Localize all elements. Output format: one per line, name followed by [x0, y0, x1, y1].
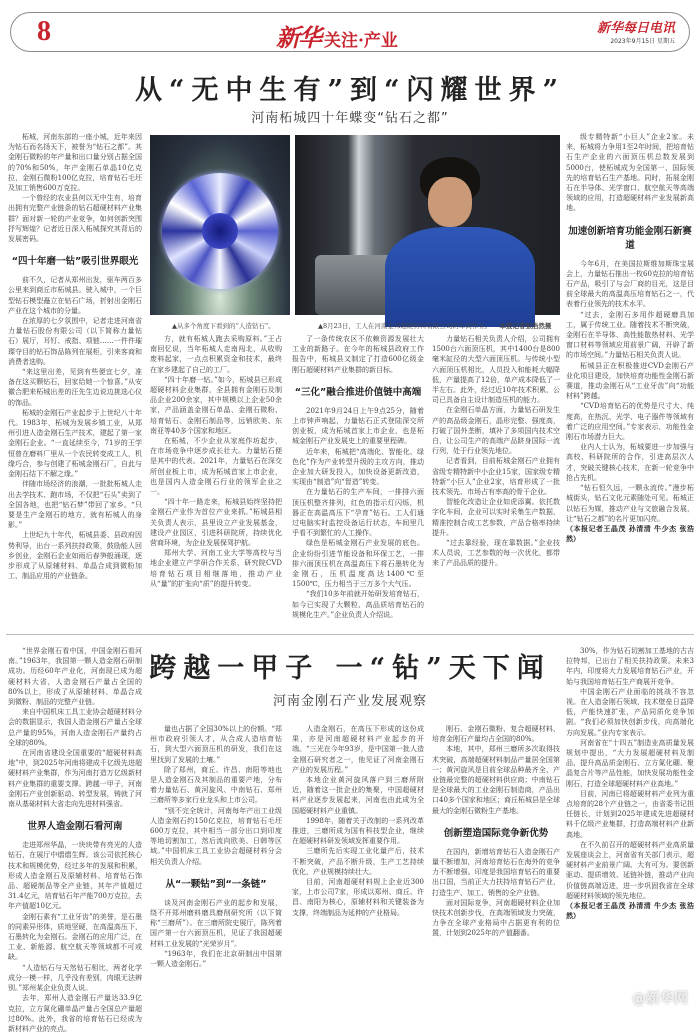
watermark: @新华网: [632, 991, 688, 1007]
paragraph: 除了郑州，商丘、许昌、南阳等地也是人造金刚石及其制品的重要产地，分布着力量钻石、黄河旋风、中南钻石、郑州三磨所等多家行业龙头和上市公司。: [150, 765, 282, 805]
paragraph: 来自中国机床工具工业协会超硬材料分会的数据显示，我国人造金刚石产量占全球总产量的95%，河南人造金刚石产量约占全球的80%。: [8, 708, 142, 747]
paragraph: 方，就有柘城人跑去采购原料。”王占南回忆说，当年柘城人走南闯北，从收购废料起家，一点点积累资金和技术，最终在家乡建起了自己的工厂。: [150, 335, 282, 374]
newspaper-brand: [597, 17, 675, 45]
paragraph: 刚石、金刚石微粉、复合超硬材料、培育金刚石产量均占全国的80%。: [432, 725, 560, 744]
paragraph: 1998年，随着关于改制的一系列改革推进，三磨所成为国有科技型企业，继续在超硬材料研发领域发挥重要作用。: [292, 816, 424, 846]
section-title: [276, 18, 398, 53]
paragraph: “四十年一路走来，柘城县始终坚持把金刚石产业作为首位产业来抓。”柘城县相关负责人表示，县里设立产业发展基金，建设产业园区，引进科研院所，持续优化营商环境，为企业发展保驾护航。: [150, 498, 282, 548]
article2-column-3: [292, 724, 424, 1008]
paragraph: “世界金刚石看中国，中国金刚石看河南。”1963年，我国第一颗人造金刚石研制成功。历经60年产业化，河南现已成为超硬材料大省，人造金刚石产量占全国的80%以上，形成了从原辅材料、单晶合成到微粉、制品的完整产业链。: [8, 647, 142, 707]
paragraph: 人造金刚石，在高压下形成的这份成果，亦是河南超硬材料产业起步的开端。“三光在今年93岁，是中国第一批人造金刚石研究者之一，他见证了河南金刚石产业的发展历程。”: [292, 725, 424, 774]
paragraph: 柘城县正在积极推进CVD金刚石产业化项目建设，加快培育功能性金刚石新赛道，推动金刚石从“工业牙齿”向“功能材料”跨越。: [566, 361, 694, 401]
subheading: 加速创新培育功能金刚石新赛道: [568, 225, 692, 251]
subheading: “四十年磨一钻”吸引世界眼光: [11, 256, 139, 268]
paragraph: 在力量钻石的生产车间，一排排六面顶压机整齐排列，红色的指示灯闪烁，机器正在高温高压下“孕育”钻石。工人们通过电脑实时监控设备运行状态，车间里几乎看不到繁忙的人工操作。: [292, 488, 424, 538]
paragraph: 金刚石素有“工业牙齿”的美誉，是石墨的同素异形体，质地坚硬，在高温高压下，石墨转化为金刚石。金刚石的应用广泛，在工业、新能源、航空航天等领域都不可或缺。: [8, 912, 142, 962]
paragraph: 30%，作为钻石切割加工基地的古吉拉特邦，已出台了相关扶持政策。未来3年内，印度将大力发展培育钻石产业，开始与我国培育钻石生产商展开竞争。: [566, 647, 694, 686]
paragraph: 上世纪九十年代，柘城县委、县政府因势利导，出台一系列扶持政策，鼓励能人回乡创业，金刚石企业如雨后春笋般涌现，逐步形成了从原辅材料、单晶合成到微粉加工、制品应用的产业链条。: [8, 531, 142, 581]
paragraph: 量也占据了全国30%以上的份额。“郑州市政府引领人才，从合成人造培育钻石，到大型六面顶压机的研发，我们在这里找到了发展的土壤。”: [150, 725, 282, 764]
page-number: 8: [37, 16, 51, 47]
article1-subtitle: 河南柘城四十年蝶变“钻石之都”: [251, 111, 449, 126]
article2-headline: 跨越一甲子 一“钻”天下闻: [149, 653, 551, 684]
paragraph: 在浓厚的七夕氛围中，记者走进河南省力量钻石股份有限公司（以下简称力量钻石）展厅，耳钉、戒指、项链……一件件璀璨夺目的钻石饰品陈列在展柜，引来客商和消费者选购。: [8, 317, 142, 366]
paragraph: 智能化改造让企业如虎添翼。依托数字化车间，企业可以实时采集生产数据，精准控制合成工艺参数，产品合格率持续提升。: [432, 498, 560, 537]
article1-column-5: [566, 132, 694, 622]
photo-credit: 本报记者张浩然摄: [499, 322, 552, 330]
paragraph: 三磨所先后实现工业化量产后，技术不断突破，产品不断升级，生产工艺持续优化，产业规模持续壮大。: [292, 847, 424, 876]
photo2-caption: ▲8月23日，工人在河南金邦超硬材料有限公司的车间作业。: [318, 322, 492, 330]
worker-face-image: [428, 177, 472, 227]
paragraph: “1963年，我们在北京研制出中国第一颗人造金刚石。”: [150, 949, 282, 969]
brand-name: 新华每日电讯: [596, 21, 675, 36]
paragraph: 本地企业黄河旋风落户到三磨所附近，随着这一批企业的集聚，中国超硬材料产业逐步发展起来，河南也由此成为全国超硬材料产业重镇。: [292, 776, 424, 815]
byline: （本报记者王晶茂 孙清清 牛少杰 张浩然）: [566, 901, 694, 921]
paragraph: “CVD培育钻石的优势是尺寸大、纯度高，在热沉、光学、电子器件等领域有着广泛的应用空间。”专家表示，功能性金刚石市场潜力巨大。: [566, 402, 694, 442]
paragraph: 了一条传统农区不依赖资源发展壮大工业的新路子。在今年的柘城县政府工作报告中，柘城县又制定了打造600亿级金刚石超硬材料产业集群的新目标。: [292, 335, 424, 374]
diamond-photo: [150, 135, 290, 315]
paragraph: 一个曾经的农业县何以无中生有，培育出拥有完整产业链条的钻石超硬材料产业集群？面对新一轮的产业竞争，如何创新突围抒写辉煌？记者近日深入柘城探究其背后的发展密码。: [8, 194, 142, 244]
paragraph: 在河南省建设全国重要的“超硬材料高地”中，到2025年河南将建成千亿级先进超硬材料产业集群，作为河南打造万亿级新材料产业集群的重要支撑。跨越一甲子，河南金刚石产业创新驱动、转型发展，铸就了河南从基础材料大省走向先进材料强省。: [8, 749, 142, 809]
paragraph: 在国内，新增培育钻石人造金刚石产量不断增加，河南培育钻石在海外的竞争力不断增强。印度是我国培育钻石的重要出口国，当前正大力扶持培育钻石产业，打造生产、加工、销售的全产业链。: [432, 847, 560, 897]
article1-column-2: [150, 334, 282, 622]
paragraph: 在金刚石单晶方面，力量钻石研发生产的高品级金刚石，晶形完整、强度高，打破了国外垄断，填补了多项国内技术空白，让公司生产的高端产品跻身国际一流行列，处于行业领先地位。: [432, 406, 560, 456]
article2-column-2: [150, 724, 282, 1008]
paragraph: 柘城，河南东部的一座小城，近年来因为钻石而名扬天下，被誉为“钻石之都”。其金刚石微粉的年产量和出口量分别占据全国的70%和50%，年产金刚石单晶10亿克拉，金刚石微粉100亿克拉，培育钻石毛坯及加工销售600万克拉。: [8, 133, 142, 193]
subheading: “三化”融合推进价值链中高端: [294, 386, 422, 398]
photo1-caption: ▲从多个角度下看到的“人造钻石”。: [172, 322, 275, 330]
article2-column-4: [432, 724, 560, 1008]
paragraph: “来这里出差，见到有些便宜七夕，准备在这买颗钻石，回家给她一个惊喜。”从安徽合肥来柘城出差的汪先生边说边挑选心仪的饰品。: [8, 368, 142, 407]
paragraph: 2021年9月24日上午9点25分，随着上市钟声响起，力量钻石正式登陆深交所创业板，成为柘城首家上市企业，也是柘城金刚石产业发展史上的重要里程碑。: [292, 406, 424, 446]
paragraph: 力量钻石相关负责人介绍，公司拥有1500台六面顶压机，其中1400台是800毫米缸径的大型六面顶压机。与传统小型六面顶压机相比，人员投入和能耗大幅降低，产量提高了12倍，单产成本降低了一半左右。此外，经过近10年技术积累，公司已具备自主设计制造压机的能力。: [432, 335, 560, 405]
byline: （本报记者王晶茂 孙清清 牛少杰 张浩然）: [566, 523, 694, 544]
paragraph: 郑州大学、河南工业大学等高校与当地企业建立产学研合作关系，研究院CVD培育钻石项目相继落地，推动产业从“量”的扩张向“质”的提升转变。: [150, 549, 282, 588]
paragraph: 在柘城，不少企业从家庭作坊起步，在市场竞争中逐步成长壮大。力量钻石便是其中的代表。2021年，力量钻石在深交所创业板上市，成为柘城首家上市企业，也是国内人造金刚石行业的领军企业之一。: [150, 437, 282, 497]
diamond-image: [162, 173, 278, 289]
paragraph: 业内人士认为，柘城要进一步加强与高校、科研院所的合作，引进高层次人才，突破关键核心技术，在新一轮竞争中抢占先机。: [566, 443, 694, 482]
paragraph: “钻石恒久远，一颗永流传。”漫步柘城街头，钻石文化元素随处可见。柘城正以钻石为媒，推动产业与文旅融合发展，让“钻石之都”的名片更加闪亮。: [566, 484, 694, 523]
section-name: 关注·产业: [324, 31, 398, 51]
worker-body-image: [385, 227, 535, 327]
subheading: 世界人造金刚石看河南: [27, 821, 123, 833]
paragraph: 走进郑州华晶，一块块带有亮光的人造钻石，在展厅中熠熠生辉。该公司依托核心技术和规模优势，经过多年的发展和积累，形成人造金刚石及原辅材料、培育钻石饰品、超硬制品等全产业链，其年产值超过31.4亿元，培育钻石年产能700万克拉，去年产值超10亿元。: [8, 841, 142, 911]
paragraph: “我们10多年前就开始研发培育钻石，如今已实现了大颗粒、高品质培育钻石的规模化生产。”企业负责人介绍说。: [292, 590, 424, 619]
article2-column-5: [566, 646, 694, 1008]
paragraph: 今年6月，在美国拉斯维加斯珠宝展会上，力量钻石推出一枚60克拉的培育钻石产品，吸引了与会厂商的目光，这是目前全球最大的高温高压培育钻石之一，代表着行业领先的技术水平。: [566, 259, 694, 309]
paragraph: 去年，郑州人造金刚石产量达33.9亿克拉，立方氮化硼单晶产量占全国总产量超过80%。此外，我省的培育钻石已经成为新材料产业的亮点。: [8, 994, 142, 1033]
paragraph: “人造钻石与天然钻石相比，两者化学成分一模一样，几乎没有差别，肉眼无法辨别。”郑州某企业负责人说。: [8, 963, 142, 993]
paragraph: “四十年磨一钻。”如今，柘城县已形成超硬材料企业集群，全县拥有金刚石及制品企业200余家，其中规模以上企业50余家，产品涵盖金刚石单晶、金刚石微粉、培育钻石、金刚石制品等，远销欧美、东南亚等40多个国家和地区。: [150, 375, 282, 435]
article2-column-1: [8, 646, 142, 1033]
article1-column-4: [432, 334, 560, 622]
paragraph: 级专精特新“小巨人”企业2家。未来，柘城将力争用1至2年时间，把培育钻石生产企业的六面顶压机总数发展到5000台，使柘城成为全国第一、国际领先的培育钻石生产基地。同时，拓展金刚石在半导体、光学窗口、航空航天等高端领域的应用，打造超硬材料产业发展新高地。: [566, 133, 694, 213]
article1-column-3: [292, 334, 424, 622]
article1-headline: 从“无中生有”到“闪耀世界”: [134, 75, 566, 106]
paragraph: 伴随市场经济的浪潮，一批批柘城人走出去学技术、跑市场，不仅把“石头”卖到了全国各地，也把“钻石梦”带回了家乡。“只要是生产金刚石的地方，就有柘城人的身影。”: [8, 480, 142, 530]
paragraph: 记者看到，目前柘城金刚石产业拥有省级专精特新中小企业15家，国家级专精特新“小巨人”企业2家，培育形成了一批技术领先、市场占有率高的骨干企业。: [432, 457, 560, 497]
paragraph: 绿色是柘城金刚石产业发展的底色。企业纷纷引进节能设备和环保工艺，一排排六面顶压机在高温高压下将石墨转化为金刚石，压机温度高达1400℃至1500℃，压力相当于三万多个大气压。: [292, 539, 424, 589]
subheading: 从“一颗钻”到“一条链”: [165, 878, 267, 890]
subheading: 创新塑造国际竞争新优势: [443, 827, 549, 839]
paragraph: 中国金刚石产业面临的挑战不容忽视。在人造金刚石领域，技术壁垒日益降低，产能快速扩张，产品同质化竞争加剧。“我们必须加快创新步伐，向高端化方向发展。”业内专家表示。: [566, 687, 694, 737]
paragraph: 目前，河南超硬材料规上企业近300家，上市公司7家，形成以郑州、商丘、许昌、南阳为核心，原辅材料和关键装备为支撑，终端制品为延伸的产业格局。: [292, 878, 424, 917]
article2-subtitle: 河南金刚石产业发展观察: [272, 694, 427, 709]
paragraph: 面对国际竞争，河南超硬材料企业加快技术创新步伐，在高端领域发力突破，力争在全球产业格局中占据更有利的位置，计划到2025年的产值翻番。: [432, 898, 560, 938]
paragraph: 本地，其中，郑州三磨所多次取得技术突破，高端超硬材料制品产量居全国第一；黄河旋风是目前全球品种最齐全、产业链最完整的超硬材料供应商；中南钻石是全球最大的工业金刚石制造商，产品出口40多个国家和地区；商丘柘城县是全球最大的金刚石微粉生产基地。: [432, 745, 560, 815]
page-header: [10, 12, 690, 52]
paragraph: “别不完全统计，河南每年产出工业级人造金刚石约150亿克拉，培育钻石毛坯600万克拉，其中相当一部分出口到印度等地切割加工，然后流向欧美、日韩等区域。”中国机床工具工业协会超硬材料分会相关负责人介绍。: [150, 806, 282, 866]
section-logo: 新华: [276, 23, 320, 52]
issue-date: 2023年9月15日 星期五: [610, 38, 675, 45]
article1-column-1: [8, 132, 142, 622]
paragraph: “过去靠经验，现在靠数据。”企业技术人员说，工艺参数的每一次优化，都带来了产品品质的提升。: [432, 539, 560, 568]
photo2-caption-wrap: [318, 321, 551, 330]
article-divider: [6, 634, 694, 635]
paragraph: 谈及河南金刚石产业的起步和发展，绕不开郑州磨料磨具磨削研究所（以下简称“三磨所”）。在三磨所院史展厅，陈列着国产第一台六面顶压机，见证了我国超硬材料工业发展的“光荣岁月”。: [150, 898, 282, 948]
paragraph: 前不久，记者从郑州出发，驱车两百多公里来到商丘市柘城县。驶入城中，一个巨型钻石模型矗立在钻石广场，折射出金刚石产业在这个城市的分量。: [8, 276, 142, 315]
paragraph: 目前，河南已将超硬材料产业列为重点培育的28个产业链之一，由省委书记担任链长，计划到2025年建成先进超硬材料千亿级产业集群，打造高端材料产业新高地。: [566, 789, 694, 839]
paragraph: 柘城的金刚石产业起步于上世纪八十年代。1983年，柘城为发展乡镇工业，从郑州引进人造金刚石生产技术，建起了第一家金刚石企业。“一直延续至今，71岁的王学恒曾在磨料厂里从一个农民转变成工人，机缘巧合，参与创建了柘城金刚石厂，自此与金刚石结下不解之缘。”: [8, 408, 142, 479]
paragraph: 河南省在“十四五”制造业高质量发展规划中提出，“大力发展超硬材料及制品，提升高品质金刚石、立方氮化硼、聚晶复合片等产品性能，加快发展功能性金刚石，打造全球超硬材料产业高地。”: [566, 738, 694, 788]
paragraph: 近年来，柘城把“高端化、智能化、绿色化”作为产业转型升级的主攻方向，推动企业加大研发投入，加快设备更新改造，实现由“制造”向“智造”转变。: [292, 447, 424, 487]
paragraph: 在不久前召开的超硬材料产业高质量发展座谈会上，河南省有关部门表示，超硬材料产业前景广阔、大有可为。要创新驱动、提质增效、延链补链，推动产业向价值链高端迈进，进一步巩固我省在全球超硬材料领域的领先地位。: [566, 840, 694, 900]
worker-photo: [295, 135, 560, 315]
paragraph: “过去，金刚石多用作超硬磨具加工，属于传统工业。随着技术不断突破，金刚石在半导体、高性能散热材料、光学窗口材料等领域应用前景广阔，开辟了新的市场空间。”力量钻石相关负责人说。: [566, 310, 694, 360]
